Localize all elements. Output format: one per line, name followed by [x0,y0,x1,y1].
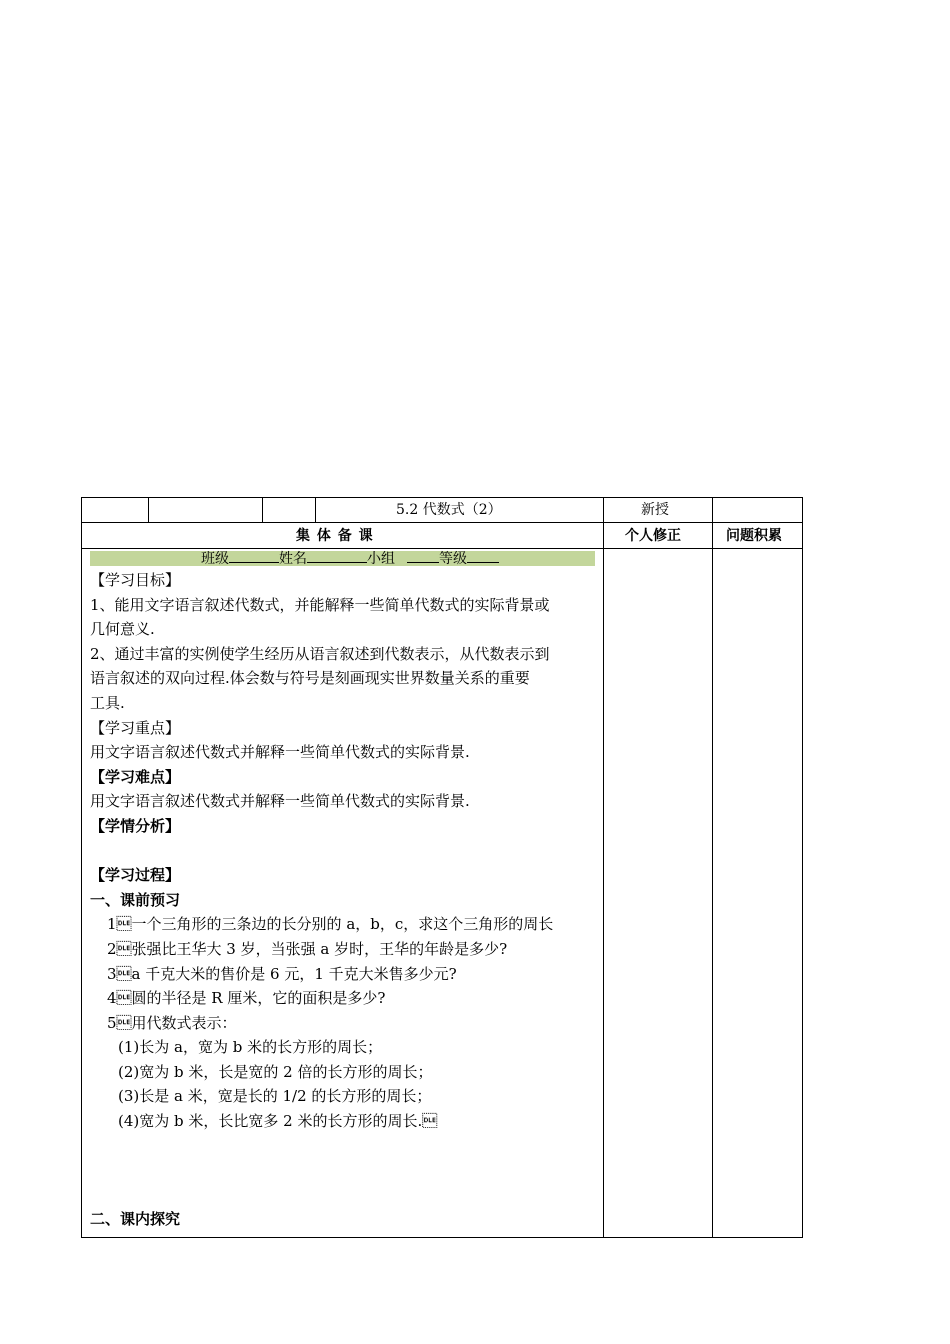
difficulties-title: 【学习难点】 [90,767,181,786]
key-points-title: 【学习重点】 [90,718,181,737]
issue-accumulation-header: 问题积累 [726,528,782,544]
header-col-divider-1 [148,497,149,523]
grade-blank[interactable] [467,548,499,563]
preview-question-5-2: (2)宽为 b 米，长是宽的 2 倍的长方形的周长； [118,1062,433,1081]
name-label: 姓名 [279,551,307,567]
student-info-line [201,548,499,569]
preview-title: 一、课前预习 [90,890,181,909]
preview-question-5: 5用代数式表示： [107,1013,237,1032]
lesson-content [90,568,600,1232]
preview-question-5-4: (4)宽为 b 米，长比宽多 2 米的长方形的周长. [118,1112,438,1131]
spacer-1 [90,1134,600,1159]
personal-revision-header: 个人修正 [625,528,681,544]
group-prep-header: 集 体 备 课 [296,528,374,544]
class-label: 班级 [201,551,229,567]
preview-question-4: 4圆的半径是 R 厘米，它的面积是多少? [107,989,386,1008]
preview-question-1: 1一个三角形的三条边的长分别的 a，b，c，求这个三角形的周长 [107,915,554,934]
difficulties-text: 用文字语言叙述代数式并解释一些简单代数式的实际背景. [90,792,470,811]
preview-question-3: 3a 千克大米的售价是 6 元，1 千克大米售多少元? [107,964,457,983]
row-divider-1 [81,522,803,523]
lesson-title: 5.2 代数式（2） [396,502,502,518]
preview-question-2: 2张强比王华大 3 岁，当张强 a 岁时，王华的年龄是多少? [107,939,508,958]
preview-question-5-3: (3)长是 a 米，宽是长的 1/2 的长方形的周长； [118,1087,432,1106]
objectives-title: 【学习目标】 [90,571,181,589]
lesson-type: 新授 [641,502,669,518]
group-label: 小组 [367,551,395,567]
objective-1-line-1: 1、能用文字语言叙述代数式，并能解释一些简单代数式的实际背景或 [90,595,550,614]
group-blank[interactable] [407,548,439,563]
key-points-text: 用文字语言叙述代数式并解释一些简单代数式的实际背景. [90,743,470,762]
analysis-title: 【学情分析】 [90,816,181,835]
name-blank[interactable] [307,548,367,563]
objective-1-line-2: 几何意义. [90,620,155,639]
spacer-3 [90,1183,600,1208]
objective-2-line-1: 2、通过丰富的实例使学生经历从语言叙述到代数表示，从代数表示到 [90,644,550,663]
preview-question-5-1: (1)长为 a，宽为 b 米的长方形的周长； [118,1038,383,1057]
header-col-divider-3 [315,497,316,523]
analysis-blank [90,839,600,864]
col-divider-main [603,497,604,1238]
header-col-divider-2 [262,497,263,523]
objective-2-line-2: 语言叙述的双向过程.体会数与符号是刻画现实世界数量关系的重要 [90,669,530,688]
grade-label: 等级 [439,551,467,567]
col-divider-side [712,497,713,1238]
spacer-2 [90,1158,600,1183]
objective-2-line-3: 工具. [90,693,125,712]
explore-title: 二、课内探究 [90,1210,181,1229]
class-blank[interactable] [229,548,279,563]
process-title: 【学习过程】 [90,866,181,885]
